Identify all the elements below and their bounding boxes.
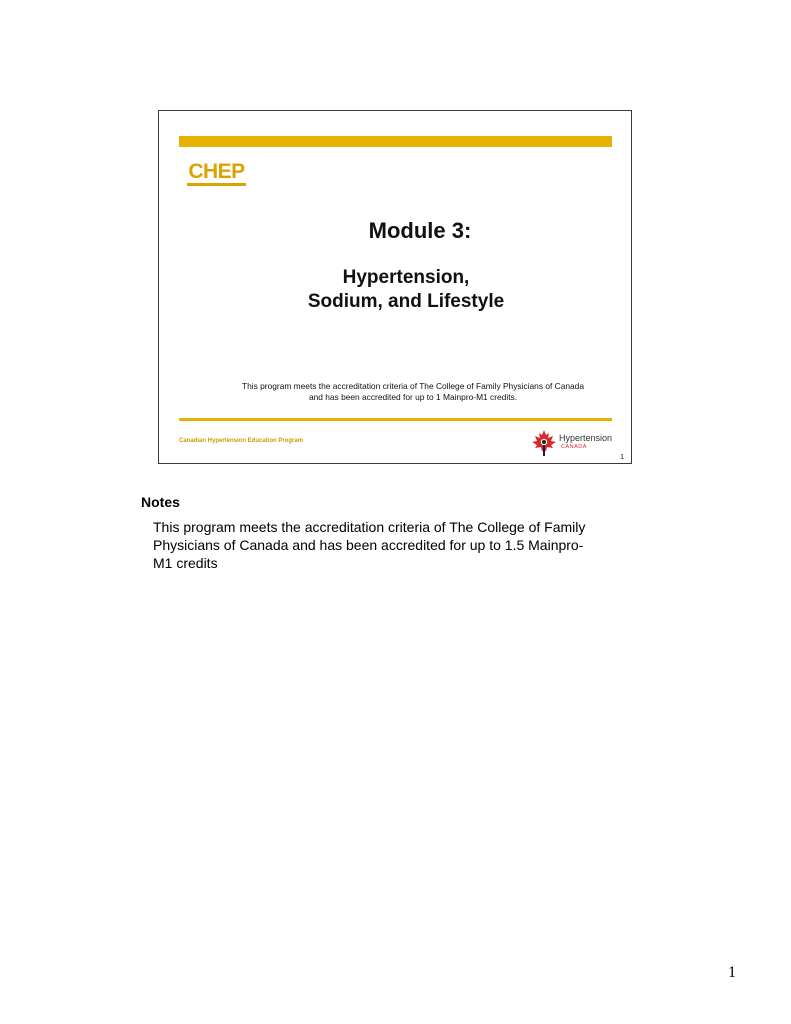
accreditation-line-1: This program meets the accreditation criteria of The College of Family Physicians of Canada [242, 381, 584, 391]
notes-line-2: Physicians of Canada and has been accredited for up to 1.5 Mainpro- [153, 537, 584, 553]
chep-logo-text: CHEP [188, 160, 245, 183]
maple-leaf-icon [531, 429, 557, 457]
chep-logo [186, 161, 247, 187]
chep-logo-underline [187, 183, 246, 186]
subtitle-line-2: Sodium, and Lifestyle [307, 291, 505, 312]
subtitle-line-1: Hypertension, [342, 267, 470, 288]
top-accent-bar [179, 136, 612, 147]
notes-line-3: M1 credits [153, 555, 218, 571]
accreditation-line-2: and has been accredited for up to 1 Mainpro-M1 credits. [308, 392, 518, 402]
notes-body [153, 518, 643, 572]
module-title: Module 3: [368, 218, 472, 243]
accreditation-text [159, 381, 633, 403]
notes-heading: Notes [141, 494, 180, 510]
bottom-accent-bar [179, 418, 612, 421]
notes-line-1: This program meets the accreditation criteria of The College of Family [153, 519, 586, 535]
page-number: 1 [728, 964, 736, 981]
hypertension-canada-logo [531, 429, 621, 457]
slide-number: 1 [620, 454, 624, 461]
slide-subtitle [159, 266, 633, 314]
partner-logo-name: Hypertension [559, 433, 613, 443]
slide-thumbnail [158, 110, 632, 464]
partner-logo-country: CANADA [561, 444, 587, 450]
footer-program-name: Canadian Hypertension Education Program [179, 438, 304, 444]
